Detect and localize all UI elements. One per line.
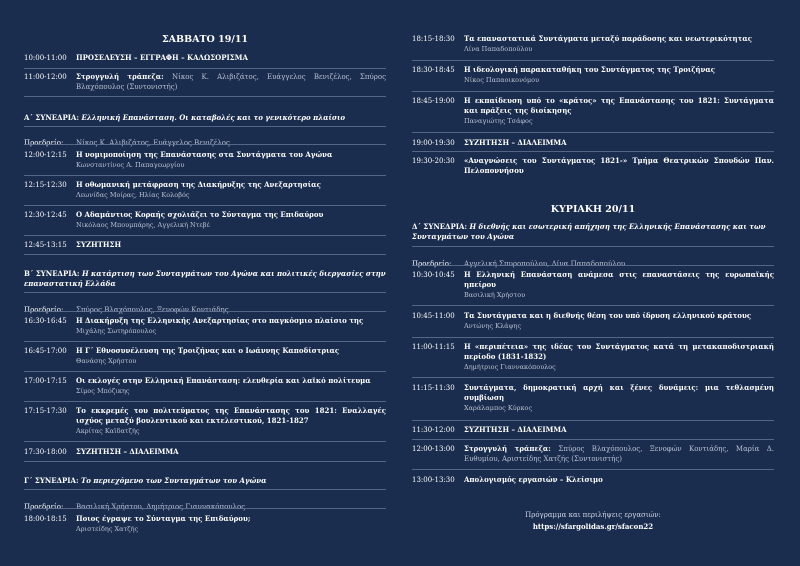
- entry-speaker: Βασιλική Χρήστου: [464, 291, 526, 299]
- chair-label: Προεδρείο:: [24, 306, 64, 314]
- divider: [24, 341, 386, 342]
- divider: [24, 235, 386, 236]
- entry-title: Η Διακήρυξη της Ελληνικής Ανεξαρτησίας στο παγκόσμιο πλαίσιο της: [76, 316, 364, 325]
- sunday-heading: ΚΥΡΙΑΚΗ 20/11: [550, 204, 636, 215]
- entry-title: Τα επαναστατικά Συντάγματα μεταξύ παράδοσης και νεωτερικότητας: [464, 34, 752, 43]
- session-label: Β΄ ΣΥΝΕΔΡΙΑ:: [24, 269, 80, 278]
- program-entry: [24, 240, 386, 250]
- entry-title: Ποιος έγραψε το Σύνταγμα της Επιδαύρου;: [76, 514, 251, 523]
- program-entry: [24, 447, 386, 457]
- divider: [412, 469, 774, 470]
- program-entry: [24, 514, 386, 534]
- entry-time: 18:45-19:00: [412, 97, 455, 105]
- entry-title: ΣΥΖΗΤΗΣΗ – ΔΙΑΛΕΙΜΜΑ: [464, 138, 567, 147]
- session-label: Γ΄ ΣΥΝΕΔΡΙΑ:: [24, 476, 79, 485]
- program-entry: [24, 150, 386, 170]
- program-entry: [412, 34, 774, 54]
- divider: [412, 132, 774, 133]
- divider: [24, 144, 386, 145]
- entry-speaker: Χαράλαμπος Κύρκος: [464, 404, 533, 412]
- divider: [412, 420, 774, 421]
- entry-time: 11:15-11:30: [412, 384, 455, 392]
- entry-time: 11:00-12:00: [24, 73, 67, 81]
- entry-time: 11:00-11:15: [412, 343, 455, 351]
- entry-speaker: Λίνα Παπαδοπούλου: [464, 45, 533, 53]
- saturday-heading: ΣΑΒΒΑΤΟ 19/11: [161, 34, 249, 45]
- entry-time: 12:45-13:15: [24, 241, 67, 249]
- divider: [24, 205, 386, 206]
- program-entry: [412, 342, 774, 372]
- session-a-chairs: [24, 130, 386, 149]
- divider: [24, 311, 386, 312]
- divider: [24, 254, 386, 255]
- entry-time: 18:00-18:15: [24, 515, 67, 523]
- entry-time: 12:15-12:30: [24, 181, 67, 189]
- divider: [24, 68, 386, 69]
- entry-time: 17:30-18:00: [24, 448, 67, 456]
- entry-speaker: Κωνσταντίνος Α. Παπαγεωργίου: [76, 161, 185, 169]
- program-entry: [24, 180, 386, 200]
- entry-time: 19:00-19:30: [412, 139, 455, 147]
- program-entry: [412, 383, 774, 413]
- entry-speaker: Παναγιώτης Τσάφος: [464, 117, 533, 125]
- program-entry: [24, 406, 386, 436]
- entry-title: Η οθωμανική μετάφραση της Διακήρυξης της Ανεξαρτησίας: [76, 180, 321, 189]
- chair-names: Βασιλική Χρήστου, Δημήτριος Γιαννακόπουλος: [76, 503, 246, 511]
- program-entry: [412, 96, 774, 126]
- entry-time: 18:15-18:30: [412, 35, 455, 43]
- divider: [24, 96, 386, 97]
- entry-title: Η «περιπέτεια» της ιδέας του Συντάγματος κατά τη μετακαποδιστριακή περίοδο (1831-1832): [464, 342, 774, 361]
- entry-participants: Νίκος Κ. Αλιβιζάτος, Ευάγγελος Βενιζέλος, Σπύρος Βλαχόπουλος (Συντονιστής): [76, 73, 386, 91]
- session-d-chairs: [412, 251, 774, 270]
- divider: [24, 401, 386, 402]
- divider: [412, 305, 774, 306]
- divider: [24, 371, 386, 372]
- program-entry: [412, 156, 774, 176]
- entry-title: ΣΥΖΗΤΗΣΗ – ΔΙΑΛΕΙΜΜΑ: [76, 447, 179, 456]
- entry-title: Η Ελληνική Επανάσταση ανάμεσα στις επαναστάσεις της ευρωπαϊκής ηπείρου: [464, 270, 774, 289]
- divider: [412, 60, 774, 61]
- session-c-chairs: [24, 494, 386, 513]
- entry-time: 10:00-11:00: [24, 54, 67, 62]
- divider: [24, 489, 386, 490]
- entry-time: 16:30-16:45: [24, 317, 67, 325]
- divider: [24, 126, 386, 127]
- program-entry: [24, 376, 386, 396]
- program-entry: [24, 316, 386, 336]
- divider: [412, 265, 774, 266]
- divider: [24, 175, 386, 176]
- entry-title: Η ιδεολογική παρακαταθήκη του Συντάγματος της Τροιζήνας: [464, 65, 716, 74]
- entry-speaker: Δημήτριος Γιαννακόπουλος: [464, 363, 556, 371]
- entry-title: Συντάγματα, δημοκρατική αρχή και ξένες δυνάμεις: μια τεθλασμένη συμβίωση: [464, 383, 774, 402]
- program-entry: [412, 65, 774, 85]
- entry-time: 12:30-12:45: [24, 211, 67, 219]
- session-title: Ελληνική Επανάσταση. Οι καταβολές και το γενικότερο πλαίσιο: [81, 113, 346, 122]
- program-entry: [412, 138, 774, 148]
- divider: [24, 508, 386, 509]
- entry-title: Ο Αδαμάντιος Κοραής σχολιάζει το Σύνταγμα της Επιδαύρου: [76, 210, 324, 219]
- entry-title: ΣΥΖΗΤΗΣΗ: [76, 240, 122, 249]
- program-link[interactable]: https://sfargolidas.gr/sfacon22: [532, 522, 654, 531]
- program-entry: [412, 475, 774, 485]
- session-d-header: [412, 222, 774, 242]
- chair-names: Αγγελική Σπυροπούλου, Λίνα Παπαδοπούλου: [464, 260, 626, 268]
- entry-title: Τα Συντάγματα και η διεθνής θέση του υπό ίδρυση ελληνικού κράτους: [464, 311, 752, 320]
- entry-title: Στρογγυλή τράπεζα:: [464, 444, 551, 453]
- divider: [24, 292, 386, 293]
- entry-speaker: Μιχάλης Σωτηρόπουλος: [76, 327, 157, 335]
- entry-time: 19:30-20:30: [412, 157, 455, 165]
- entry-participants: Σπύρος Βλαχόπουλος, Ξενοφών Κοντιάδης, Μαρία Δ. Ευθυμίου, Αριστείδης Χατζής (Συντονιστής): [464, 445, 775, 463]
- chair-label: Προεδρείο:: [412, 260, 452, 268]
- program-entry: [412, 270, 774, 300]
- footer-label: Πρόγραμμα και περιλήψεις εργασιών:: [525, 511, 661, 519]
- entry-title: Στρογγυλή τράπεζα:: [76, 72, 164, 81]
- session-label: Α΄ ΣΥΝΕΔΡΙΑ:: [24, 113, 80, 122]
- entry-time: 13:00-13:30: [412, 476, 455, 484]
- entry-speaker: Αριστείδης Χατζής: [76, 525, 139, 533]
- program-entry: [24, 72, 386, 92]
- divider: [412, 91, 774, 92]
- entry-speaker: Θανάσης Χρήστου: [76, 357, 137, 365]
- entry-title: Η νομιμοποίηση της Επανάστασης στα Συντάγματα του Αγώνα: [76, 150, 333, 159]
- entry-speaker: Σίμος Μπόζικης: [76, 387, 130, 395]
- session-b-header: [24, 269, 386, 289]
- footer: [412, 510, 774, 532]
- entry-speaker: Λεωνίδας Μοίρας, Ηλίας Κολοβός: [76, 191, 190, 199]
- entry-time: 12:00-13:00: [412, 445, 455, 453]
- entry-title: Το εκκρεμές του πολιτεύματος της Επανάστασης του 1821: Εναλλαγές ισχύος μεταξύ βουλευτικού και εκτελεστικού, 1821-1827: [76, 406, 386, 425]
- entry-title: «Αναγνώσεις του Συντάγματος 1821-» Τμήμα Θεατρικών Σπουδών Παν. Πελοποννήσου: [464, 156, 774, 175]
- chair-label: Προεδρείο:: [24, 503, 64, 511]
- session-title: Η κατάρτιση των Συνταγμάτων του Αγώνα και πολιτικές διεργασίες στην επαναστατική Ελλάδα: [24, 269, 386, 288]
- entry-time: 17:15-17:30: [24, 407, 67, 415]
- program-entry: [412, 311, 774, 331]
- divider: [412, 246, 774, 247]
- session-title: Το περιεχόμενο των Συνταγμάτων του Αγώνα: [81, 476, 267, 485]
- program-entry: [412, 425, 774, 435]
- divider: [24, 441, 386, 442]
- session-title: Η διεθνής και εσωτερική απήχηση της Ελληνικής Επανάστασης και των Συνταγμάτων του Αγώνα: [412, 222, 766, 241]
- entry-time: 17:00-17:15: [24, 377, 67, 385]
- entry-title: Οι εκλογές στην Ελληνική Επανάσταση: ελευθερία και λαϊκό πολίτευμα: [76, 376, 371, 385]
- entry-speaker: Νικόλαος Μπουμπάρης, Αγγελική Ντεβέ: [76, 221, 210, 229]
- chair-names: Νίκος Κ. Αλιβιζάτος, Ευάγγελος Βενιζέλος: [76, 139, 230, 147]
- divider: [412, 337, 774, 338]
- entry-time: 12:00-12:15: [24, 151, 67, 159]
- program-entry: [24, 210, 386, 230]
- divider: [412, 377, 774, 378]
- entry-time: 10:30-10:45: [412, 271, 455, 279]
- entry-title: ΠΡΟΣΕΛΕΥΣΗ – ΕΓΓΡΑΦΗ – ΚΑΛΩΣΟΡΙΣΜΑ: [76, 53, 248, 62]
- session-a-header: [24, 113, 386, 123]
- entry-speaker: Ακρίτας Καϊδατζής: [76, 427, 140, 435]
- entry-time: 18:30-18:45: [412, 66, 455, 74]
- entry-speaker: Νίκος Παπαοικονόμου: [464, 76, 540, 84]
- program-entry: [412, 444, 774, 464]
- program-entry: [24, 346, 386, 366]
- session-b-chairs: [24, 297, 386, 316]
- session-label: Δ΄ ΣΥΝΕΔΡΙΑ:: [412, 222, 468, 231]
- divider: [24, 461, 386, 462]
- entry-speaker: Αντώνης Κλάψης: [464, 322, 522, 330]
- chair-label: Προεδρείο:: [24, 139, 64, 147]
- divider: [412, 439, 774, 440]
- divider: [412, 151, 774, 152]
- entry-time: 11:30-12:00: [412, 426, 455, 434]
- chair-names: Σπύρος Βλαχόπουλος, Ξενοφών Κοντιάδης: [76, 306, 229, 314]
- entry-time: 10:45-11:00: [412, 312, 455, 320]
- entry-title: Η εκπαίδευση υπό το «κράτος» της Επανάστασης του 1821: Συντάγματα και πράξεις της διοίκησης: [464, 96, 774, 115]
- entry-title: Απολογισμός εργασιών – Κλείσιμο: [464, 475, 603, 484]
- entry-title: Η Γ΄ Εθνοσυνέλευση της Τροιζήνας και ο Ιωάννης Καποδίστριας: [76, 346, 340, 355]
- program-entry: [24, 53, 386, 63]
- session-c-header: [24, 476, 386, 486]
- entry-time: 16:45-17:00: [24, 347, 67, 355]
- entry-title: ΣΥΖΗΤΗΣΗ – ΔΙΑΛΕΙΜΜΑ: [464, 425, 567, 434]
